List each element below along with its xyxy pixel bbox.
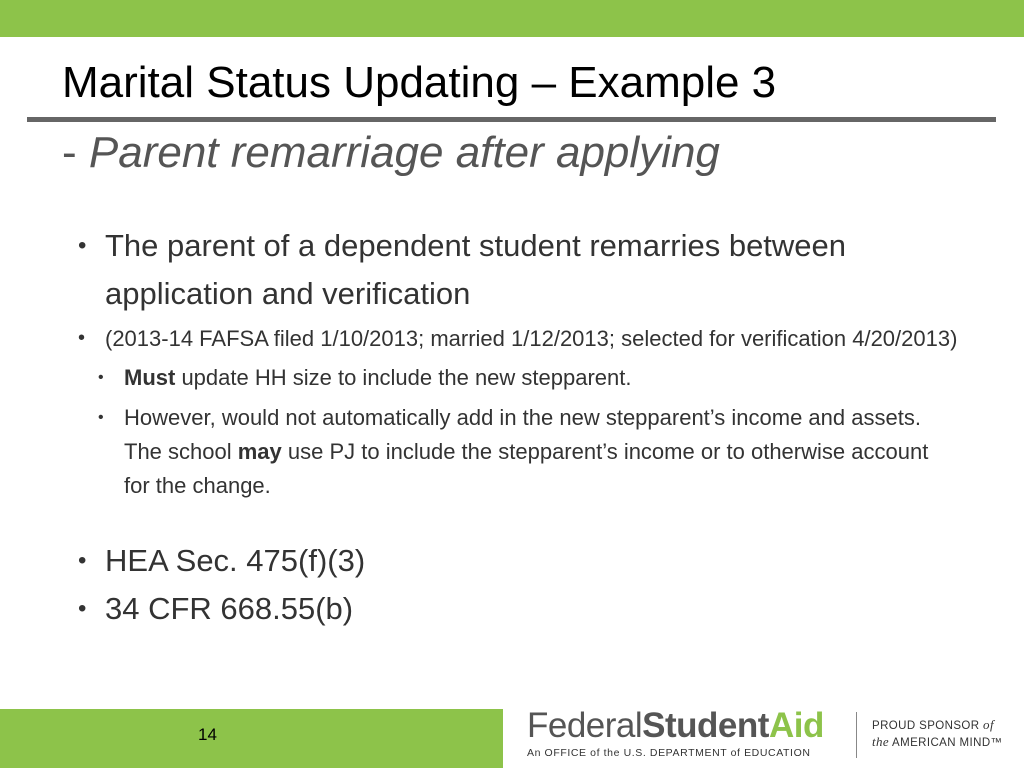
title-divider xyxy=(27,117,996,122)
bullet-dot: • xyxy=(78,547,87,574)
sponsor-italic: the xyxy=(872,734,890,749)
sponsor-text: AMERICAN MIND™ xyxy=(889,737,1003,749)
sponsor-line-1 xyxy=(872,717,1002,734)
bullet-item xyxy=(78,585,958,633)
sponsor-text: PROUD SPONSOR xyxy=(872,720,984,732)
bottom-green-band xyxy=(0,709,503,768)
sub-bullet-item xyxy=(98,361,958,395)
bullet-list xyxy=(78,222,958,633)
logo-wordmark xyxy=(527,707,857,745)
logo-aid: Aid xyxy=(768,706,824,745)
bullet-text: use PJ to include the stepparent’s income or to otherwise account for the change. xyxy=(124,439,929,498)
bullet-text: (2013-14 FAFSA filed 1/10/2013; married 1/12/2013; selected for verification 4/20/2013) xyxy=(105,326,958,351)
slide-title: Marital Status Updating – Example 3 xyxy=(62,58,777,107)
sponsor-tagline xyxy=(872,717,1002,751)
bullet-text: The parent of a dependent student remarries between application and verification xyxy=(105,228,847,311)
logo-student: Student xyxy=(642,706,769,745)
sponsor-line-2 xyxy=(872,734,1002,751)
slide-subtitle xyxy=(62,124,720,182)
bullet-text: update HH size to include the new stepparent. xyxy=(175,365,632,390)
bullet-dot: • xyxy=(98,409,104,426)
bullet-dot: • xyxy=(78,232,87,259)
subtitle-prefix: - xyxy=(62,128,89,177)
logo-subline: An OFFICE of the U.S. DEPARTMENT of EDUCATION xyxy=(527,747,811,759)
top-green-band xyxy=(0,0,1024,37)
bullet-item xyxy=(78,222,958,318)
subtitle-text: Parent remarriage after applying xyxy=(88,128,720,177)
fsa-logo xyxy=(527,707,857,763)
bullet-text: 34 CFR 668.55(b) xyxy=(105,591,354,626)
bullet-dot: • xyxy=(98,369,104,386)
bullet-text: HEA Sec. 475(f)(3) xyxy=(105,543,366,578)
sponsor-italic: of xyxy=(983,717,994,732)
spacer xyxy=(78,503,958,537)
bullet-item xyxy=(78,322,958,355)
bullet-emphasis: may xyxy=(237,439,282,464)
logo-divider xyxy=(856,712,857,758)
sub-bullet-item xyxy=(98,401,958,503)
bullet-emphasis: Must xyxy=(124,365,176,390)
logo-federal: Federal xyxy=(527,706,643,745)
bullet-item xyxy=(78,537,958,585)
bullet-dot: • xyxy=(78,327,86,349)
bullet-text: However, would not automatically add in the new stepparent’s income and assets. The school xyxy=(124,405,921,464)
bullet-dot: • xyxy=(78,595,87,622)
page-number: 14 xyxy=(198,725,217,744)
